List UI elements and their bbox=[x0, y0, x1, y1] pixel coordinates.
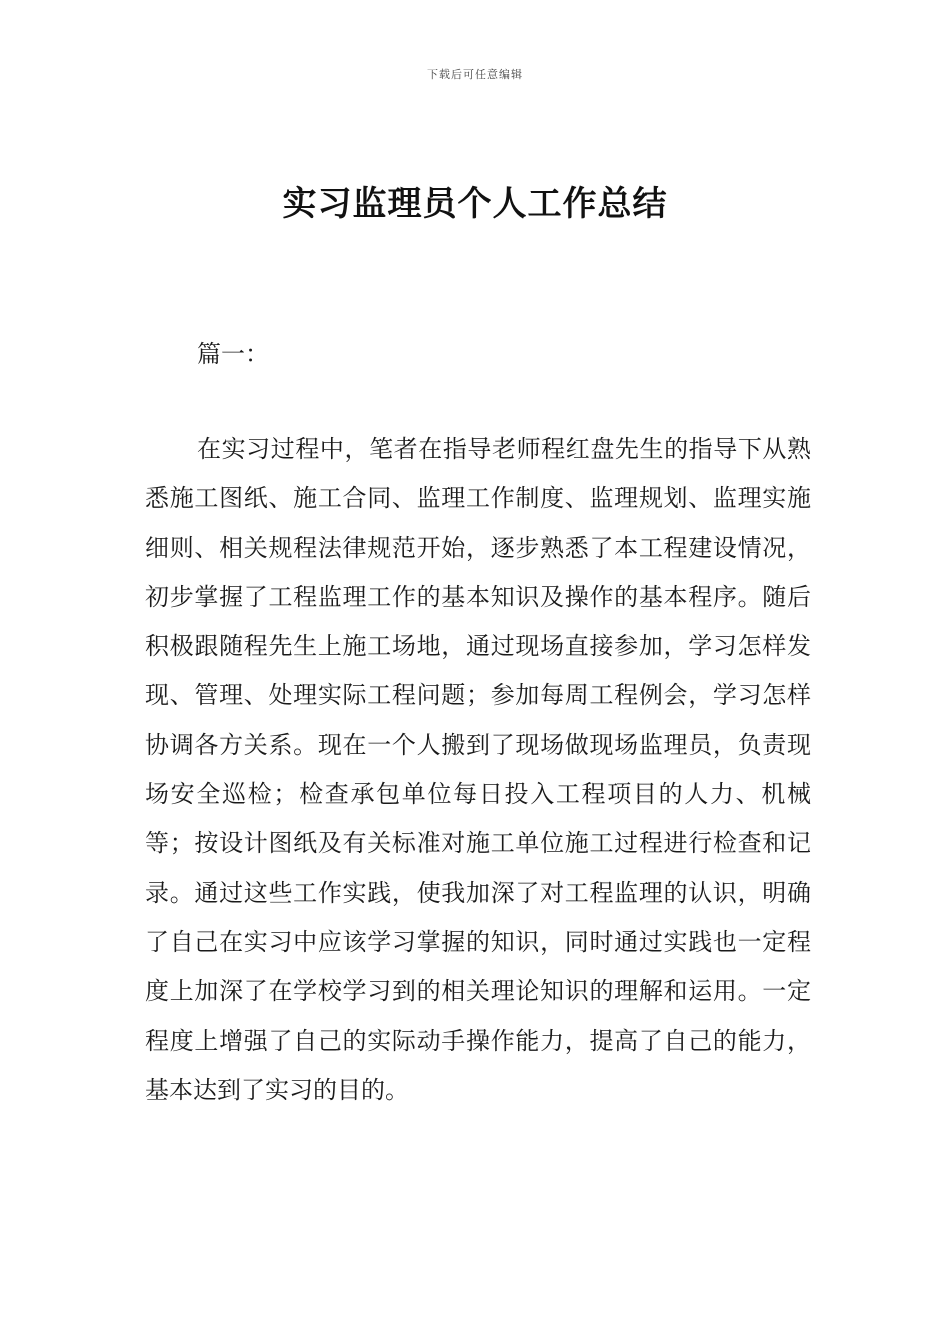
header-note: 下载后可任意编辑 bbox=[427, 68, 523, 81]
document-title: 实习监理员个人工作总结 bbox=[282, 184, 668, 224]
section-label: 篇一： bbox=[197, 340, 269, 368]
body-paragraph: 在实习过程中，笔者在指导老师程红盘先生的指导下从熟悉施工图纸、施工合同、监理工作制度、监理规划、监理实施细则、相关规程法律规范开始，逐步熟悉了本工程建设情况，初步掌握了工程监理工作的基本知识及操作的基本程序。随后积极跟随程先生上施工场地，通过现场直接参加，学习怎样发现、管理、处理实际工程问题；参加每周工程例会，学习怎样协调各方关系。现在一个人搬到了现场做现场监理员，负责现场安全巡检；检查承包单位每日投入工程项目的人力、机械等；按设计图纸及有关标准对施工单位施工过程进行检查和记录。通过这些工作实践，使我加深了对工程监理的认识，明确了自己在实习中应该学习掌握的知识，同时通过实践也一定程度上加深了在学校学习到的相关理论知识的理解和运用。一定程度上增强了自己的实际动手操作能力，提高了自己的能力，基本达到了实习的目的。 bbox=[145, 435, 811, 1104]
